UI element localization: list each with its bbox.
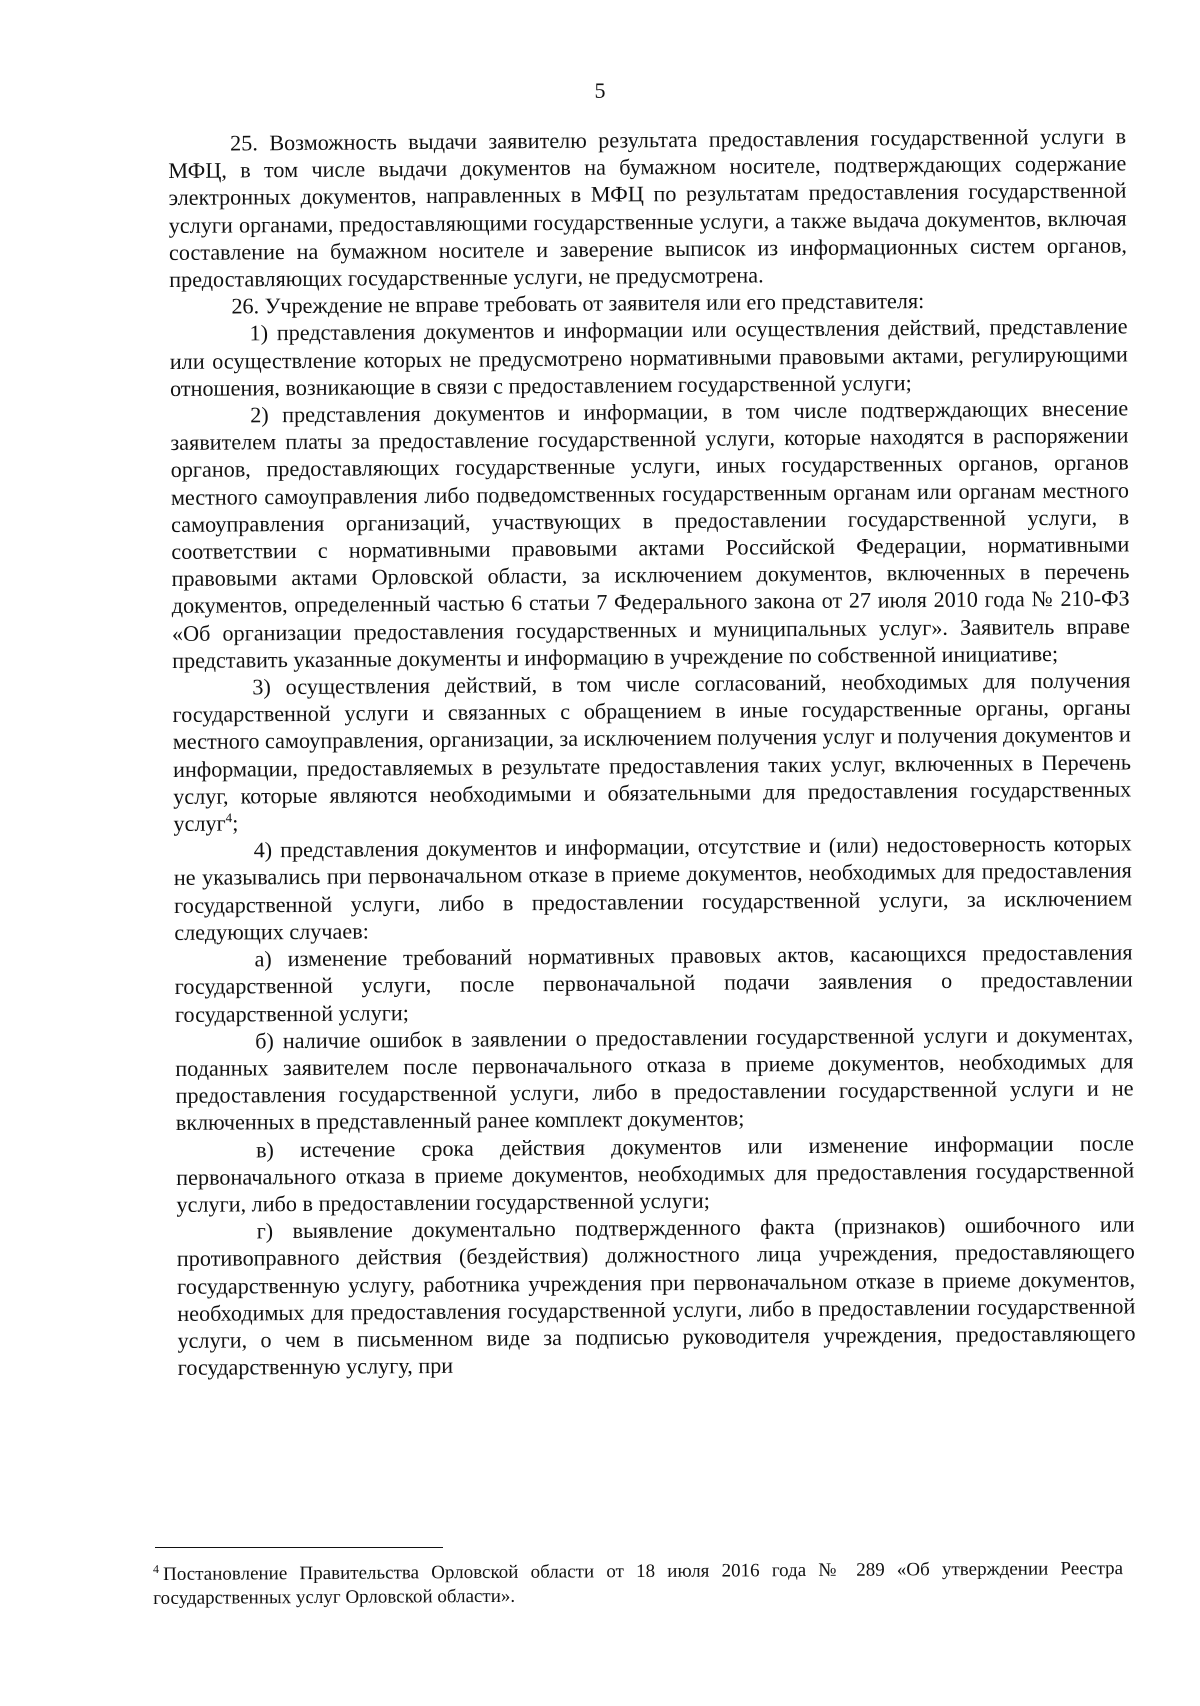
list-item-3	[172, 667, 1131, 838]
footnote-text: Постановление Правительства Орловской области от 18 июля 2016 года № 289 «Об утверждении Реестра государственных услуг Орловской области».	[153, 1558, 1124, 1609]
footnote-divider	[155, 1547, 443, 1548]
list-item-1: 1) представления документов и информации или осуществления действий, представление или осуществление которых не предусмотрено нормативными правовыми актами, регулирующими отношения, возникающие в связи с предоставлением государственной услуги;	[169, 313, 1128, 401]
subitem-g: г) выявление документально подтвержденного факта (признаков) ошибочного или противоправного действия (бездействия) должностного лица учреждения, предоставляющего государственную услугу, работника учреждения при первоначальном отказе в приеме документов, необходимых для предоставления государственной услуги, либо в предоставлении государственной услуги, о чем в письменном виде за подписью руководителя учреждения, предоставляющего государственную услугу, при	[176, 1211, 1136, 1381]
footnote	[153, 1557, 1123, 1611]
list-item-3-tail: ;	[232, 810, 239, 836]
list-item-4: 4) представления документов и информации, отсутствие и (или) недостоверность которых не указывались при первоначальном отказе в приеме документов, необходимых для предоставления государственной услуги, либо в предоставлении государственной услуги, за исключением следующих случаев:	[173, 830, 1133, 945]
subitem-v: в) истечение срока действия документов или изменение информации после первоначального отказа в приеме документов, необходимых для предоставления государственной услуги, либо в предоставлении государственной услуги;	[176, 1129, 1135, 1217]
footnote-reference: 4	[225, 810, 233, 826]
body-text	[168, 122, 1136, 1381]
footnote-marker: 4	[152, 1561, 160, 1576]
subitem-b: б) наличие ошибок в заявлении о предоставлении государственной услуги и документах, поданных заявителем после первоначального отказа в приеме документов, необходимых для предоставления государственной услуги, либо в предоставлении государственной услуги и не включенных в представленный ранее комплект документов;	[175, 1021, 1134, 1136]
subitem-a: а) изменение требований нормативных правовых актов, касающихся предоставления государственной услуги, после первоначальной подачи заявления о предоставлении государственной услуги;	[174, 939, 1133, 1027]
paragraph-25: 25. Возможность выдачи заявителю результата предоставления государственной услуги в МФЦ, в том числе выдачи документов на бумажном носителе, подтверждающих содержание электронных документов, направленных в МФЦ по результатам предоставления государственной услуги органами, предоставляющими государственные услуги, а также выдача документов, включая составление на бумажном носителе и заверение выписок из информационных систем органов, предоставляющих государственные услуги, не предусмотрена.	[168, 123, 1128, 293]
page-number: 5	[594, 78, 606, 103]
list-item-3-text: 3) осуществления действий, в том числе согласований, необходимых для получения государственной услуги и связанных с обращением в иные государственные органы, органы местного самоуправления, организации, за исключением получения услуг и получения документов и информации, предоставляемых в результате предоставления таких услуг, включенных в Перечень услуг, которые являются необходимыми и обязательными для предоставления государственных услуг	[172, 667, 1132, 837]
list-item-2: 2) представления документов и информации, в том числе подтверждающих внесение заявителем платы за предоставление государственной услуги, которые находятся в распоряжении органов, предоставляющих государственные услуги, иных государственных органов, органов местного самоуправления либо подведомственных государственным органам или органам местного самоуправления организаций, участвующих в предоставлении государственной услуги, в соответствии с нормативными правовыми актами Российской Федерации, нормативными правовыми актами Орловской области, за исключением документов, включенных в перечень документов, определенный частью 6 статьи 7 Федерального закона от 27 июля 2010 года № 210-ФЗ «Об организации предоставления государственных и муниципальных услуг». Заявитель вправе представить указанные документы и информацию в учреждение по собственной инициативе;	[170, 395, 1131, 673]
paragraph-26: 26. Учреждение не вправе требовать от заявителя или его представителя:	[231, 288, 925, 319]
